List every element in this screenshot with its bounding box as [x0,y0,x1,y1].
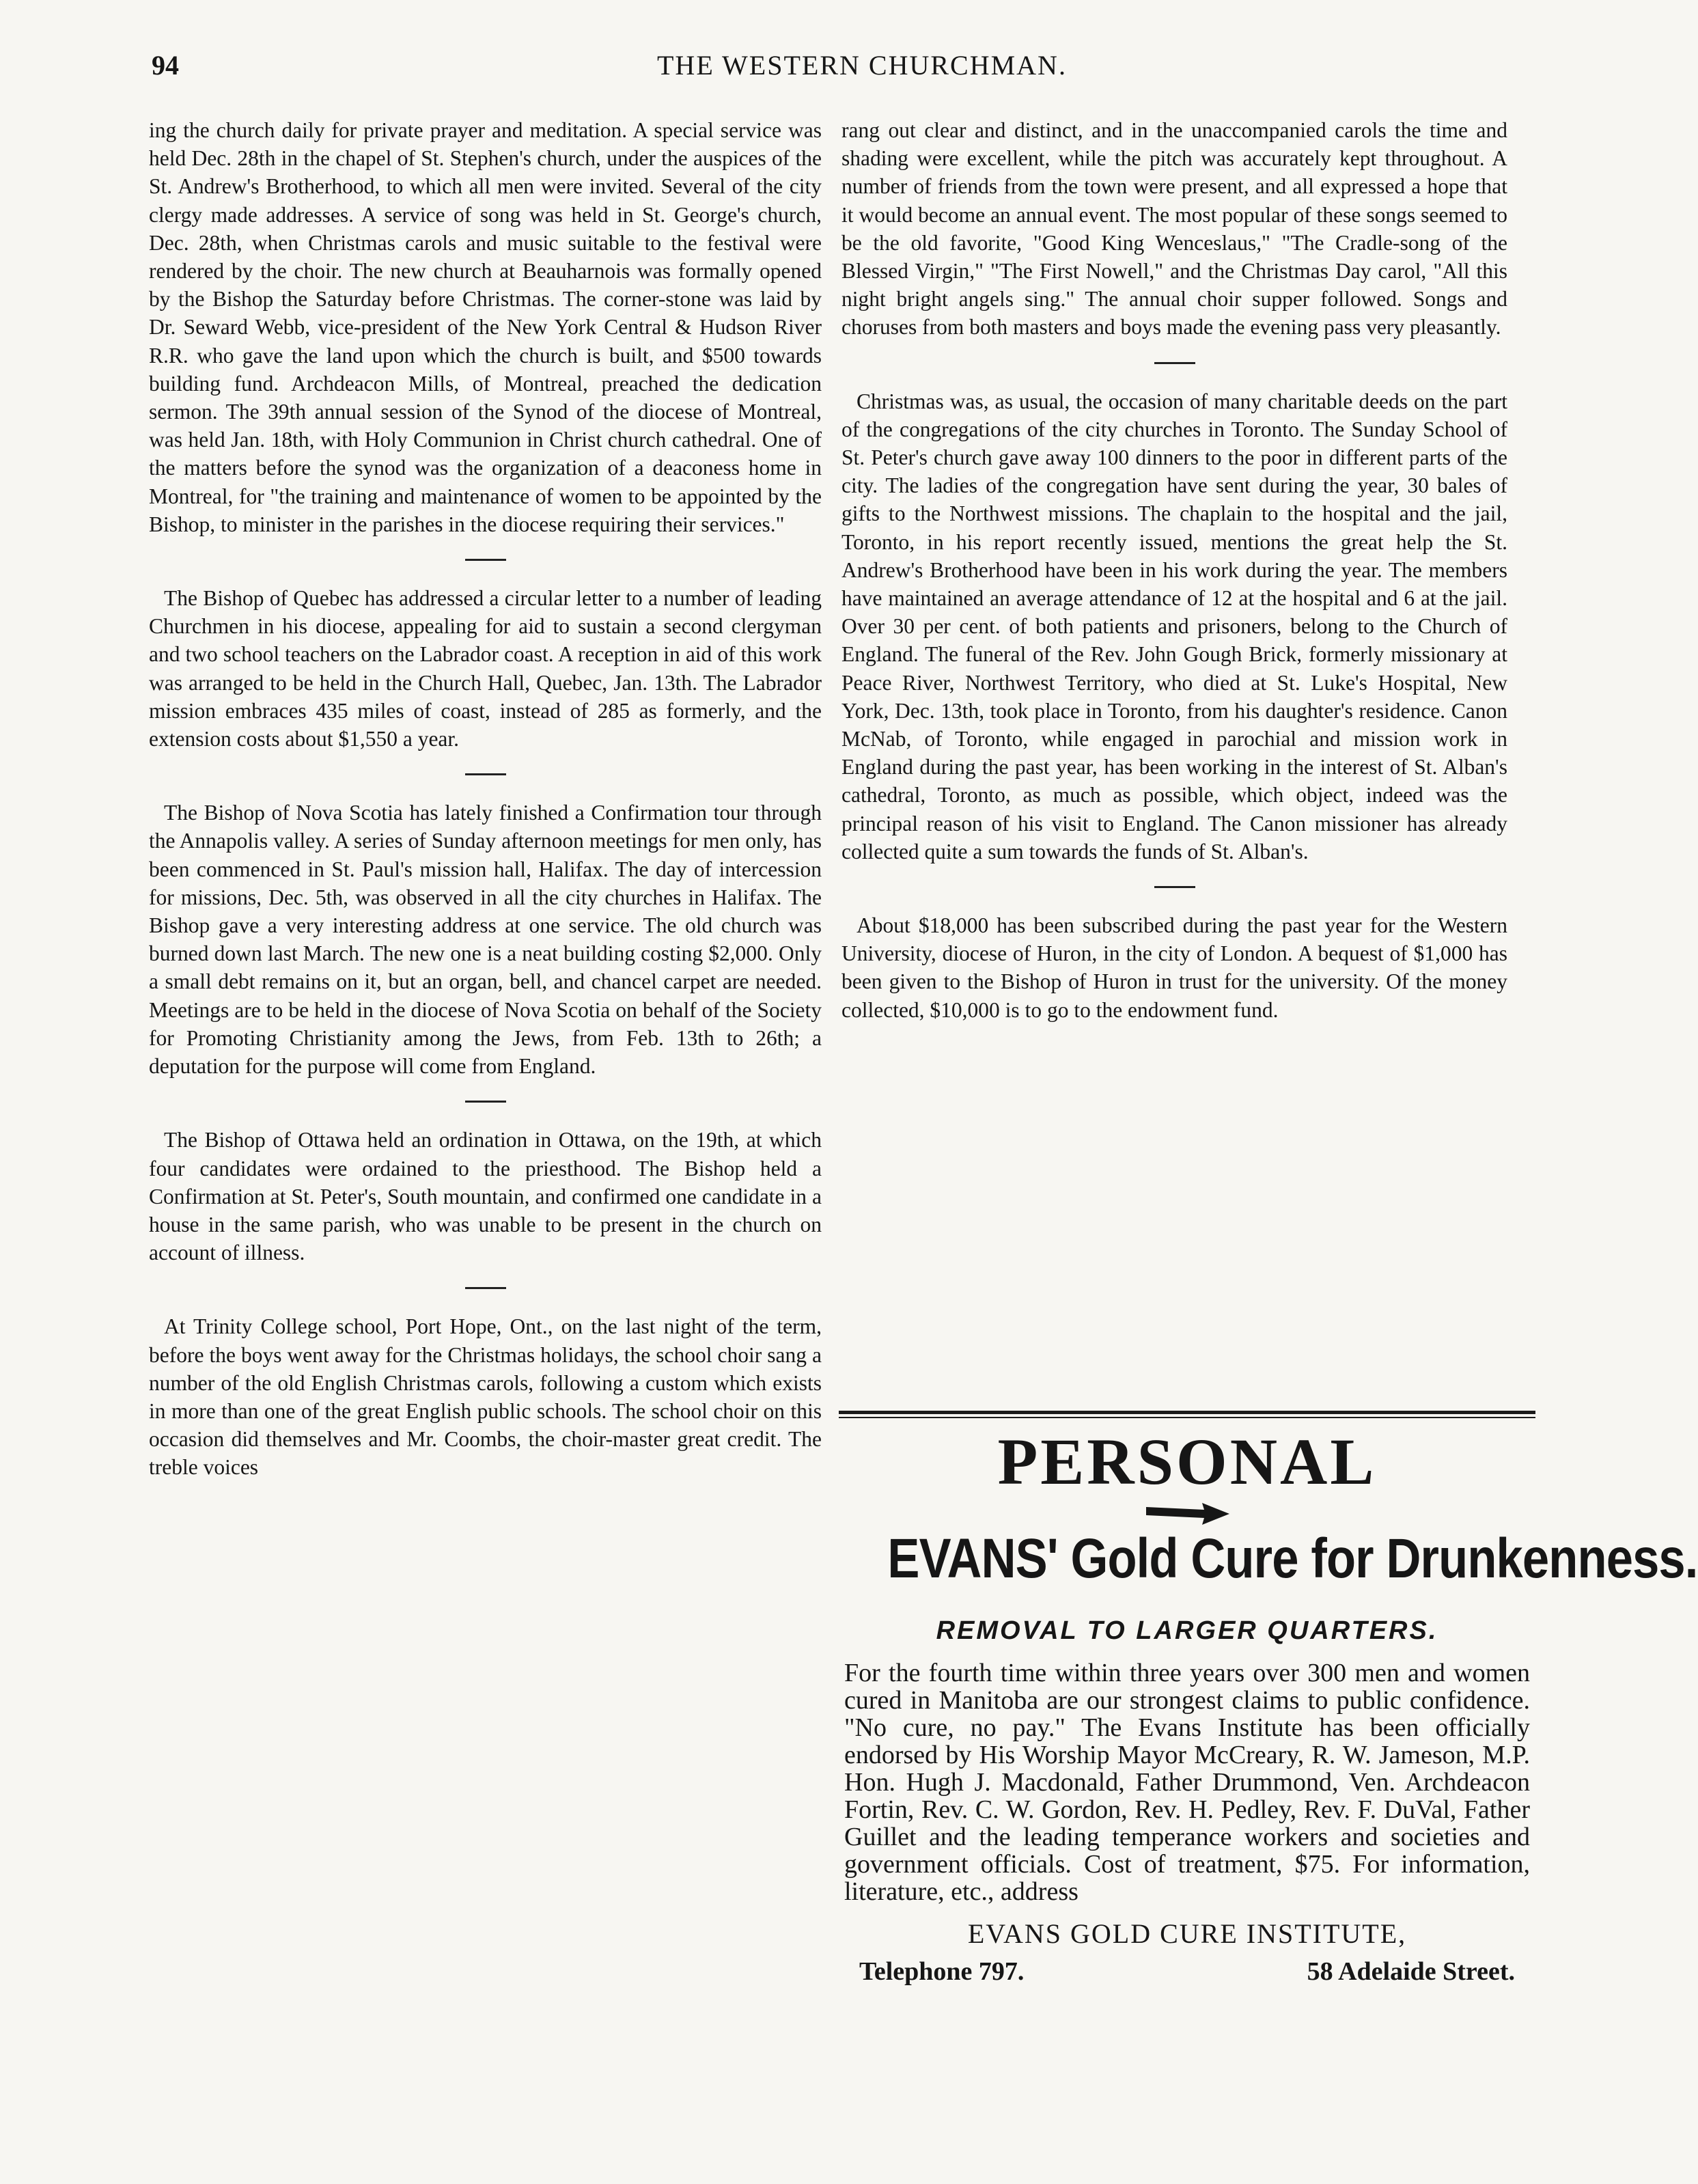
page-number: 94 [152,50,179,81]
section-divider [465,1101,506,1103]
ad-contact-line [859,1957,1515,1987]
article-paragraph: Christmas was, as usual, the occasion of many charitable deeds on the part of the congregations of the city churches in Toronto. The Sunday School of St. Peter's church gave away 100 dinners to the poor in different parts of the city. The ladies of the congregation have sent during the year, 30 bales of gifts to the Northwest missions. The chaplain to the hospital and the jail, Toronto, in his report recently issued, mentions the great help the St. Andrew's Brotherhood have been in his work during the year. The members have maintained an average attendance of 12 at the hospital and 6 at the jail. Over 30 per cent. of both patients and prisoners, belong to the Church of England. The funeral of the Rev. John Gough Brick, formerly missionary at Peace River, Northwest Territory, who died at St. Luke's Hospital, New York, Dec. 13th, took place in Toronto, from his daughter's residence. Canon McNab, of Toronto, while engaged in parochial and mission work in England during the past year, has been working in the interest of St. Alban's cathedral, Toronto, as much as possible, which object, indeed was the principal reason of his visit to England. The Canon missioner has already collected quite a sum towards the funds of St. Alban's. [841,389,1507,863]
section-divider [465,559,506,561]
ad-headline: EVANS' Gold Cure for Drunkenness. [887,1528,1698,1590]
pointing-arrow-icon [1139,1500,1235,1528]
ad-telephone: Telephone 797. [859,1957,1025,1986]
article-paragraph: rang out clear and distinct, and in the unaccompanied carols the time and shading were excellent, while the pitch was accurately kept throughout. A number of friends from the town were present, and all expressed a hope that it would become an annual event. The most popular of these songs seemed to be the old favorite, "Good King Wenceslaus," "The Cradle-song of the Blessed Virgin," "The First Nowell," and the Christmas Day carol, "All this night bright angels sing." The annual choir supper followed. Songs and choruses from both masters and boys made the evening pass very pleasantly. [841,118,1507,340]
publication-title: THE WESTERN CHURCHMAN. [657,50,1067,81]
section-divider [1154,886,1195,888]
left-column [149,116,822,1482]
right-column [841,116,1507,1024]
ad-institute-name: EVANS GOLD CURE INSTITUTE, [967,1918,1407,1949]
advertisement [839,1425,1698,1987]
ad-heading: PERSONAL [997,1425,1377,1498]
article-paragraph: About $18,000 has been subscribed during the past year for the Western University, diocese of Huron, in the city of London. A bequest of $1,000 has been given to the Bishop of Huron in trust for the university. Of the money collected, $10,000 is to go to the endowment fund. [841,913,1507,1022]
ad-body-text: For the fourth time within three years over 300 men and women cured in Manitoba are our strongest claims to public confidence. "No cure, no pay." The Evans Institute has been officially endorsed by His Worship Mayor McCreary, R. W. Jameson, M.P. Hon. Hugh J. Macdonald, Father Drummond, Ven. Archdeacon Fortin, Rev. C. W. Gordon, Rev. H. Pedley, Rev. F. DuVal, Father Guillet and the leading temperance workers and societies and government officials. Cost of treatment, $75. For information, literature, etc., address [844,1659,1530,1906]
running-header [152,49,1495,97]
advertisement-rule [839,1411,1535,1414]
article-paragraph: At Trinity College school, Port Hope, Ont., on the last night of the term, before the boys went away for the Christmas holidays, the school choir sang a number of the old English Christmas carols, following a custom which exists in more than one of the great English public schools. The school choir on this occasion did themselves and Mr. Coombs, the choir-master great credit. The treble voices [149,1314,822,1480]
article-paragraph: ing the church daily for private prayer and meditation. A special service was held Dec. 28th in the chapel of St. Stephen's church, under the auspices of the St. Andrew's Brotherhood, to which all men were invited. Several of the city clergy made addresses. A service of song was held in St. George's church, Dec. 28th, when Christmas carols and music suitable to the festival were rendered by the choir. The new church at Beauharnois was formally opened by the Bishop the Saturday before Christmas. The corner-stone was laid by Dr. Seward Webb, vice-president of the New York Central & Hudson River R.R. who gave the land upon which the church is built, and $500 towards building fund. Archdeacon Mills, of Montreal, preached the dedication sermon. The 39th annual session of the Synod of the diocese of Montreal, was held Jan. 18th, with Holy Communion in Christ church cathedral. One of the matters before the synod was the organization of a deaconess home in Montreal, for "the training and maintenance of women to be appointed by the Bishop, to minister in the parishes in the diocese requiring their services." [149,118,822,536]
ad-address: 58 Adelaide Street. [1307,1957,1515,1986]
article-paragraph: The Bishop of Ottawa held an ordination in Ottawa, on the 19th, at which four candidates were ordained to the priesthood. The Bishop held a Confirmation at St. Peter's, South mountain, and confirmed one candidate in a house in the same parish, who was unable to be present in the church on account of illness. [149,1128,822,1265]
article-paragraph: The Bishop of Nova Scotia has lately finished a Confirmation tour through the Annapolis valley. A series of Sunday afternoon meetings for men only, has been commenced in St. Paul's mission hall, Halifax. The day of intercession for missions, Dec. 5th, was observed in all the city churches in Halifax. The Bishop gave a very interesting address at one service. The old church was burned down last March. The new one is a neat building costing $2,000. Only a small debt remains on it, but an organ, bell, and chancel carpet are needed. Meetings are to be held in the diocese of Nova Scotia on behalf of the Society for Promoting Christianity among the Jews, from Feb. 13th to 26th; a deputation for the purpose will come from England. [149,801,822,1079]
section-divider [465,1287,506,1289]
article-paragraph: The Bishop of Quebec has addressed a circular letter to a number of leading Churchmen in his diocese, appealing for aid to sustain a second clergyman and two school teachers on the Labrador coast. A reception in aid of this work was arranged to be held in the Church Hall, Quebec, Jan. 13th. The Labrador mission embraces 435 miles of coast, instead of 285 as formerly, and the extension costs about $1,550 a year. [149,586,822,751]
section-divider [465,773,506,775]
advertisement-rule [839,1417,1535,1418]
section-divider [1154,362,1195,364]
ad-subheading: REMOVAL TO LARGER QUARTERS. [936,1616,1438,1645]
